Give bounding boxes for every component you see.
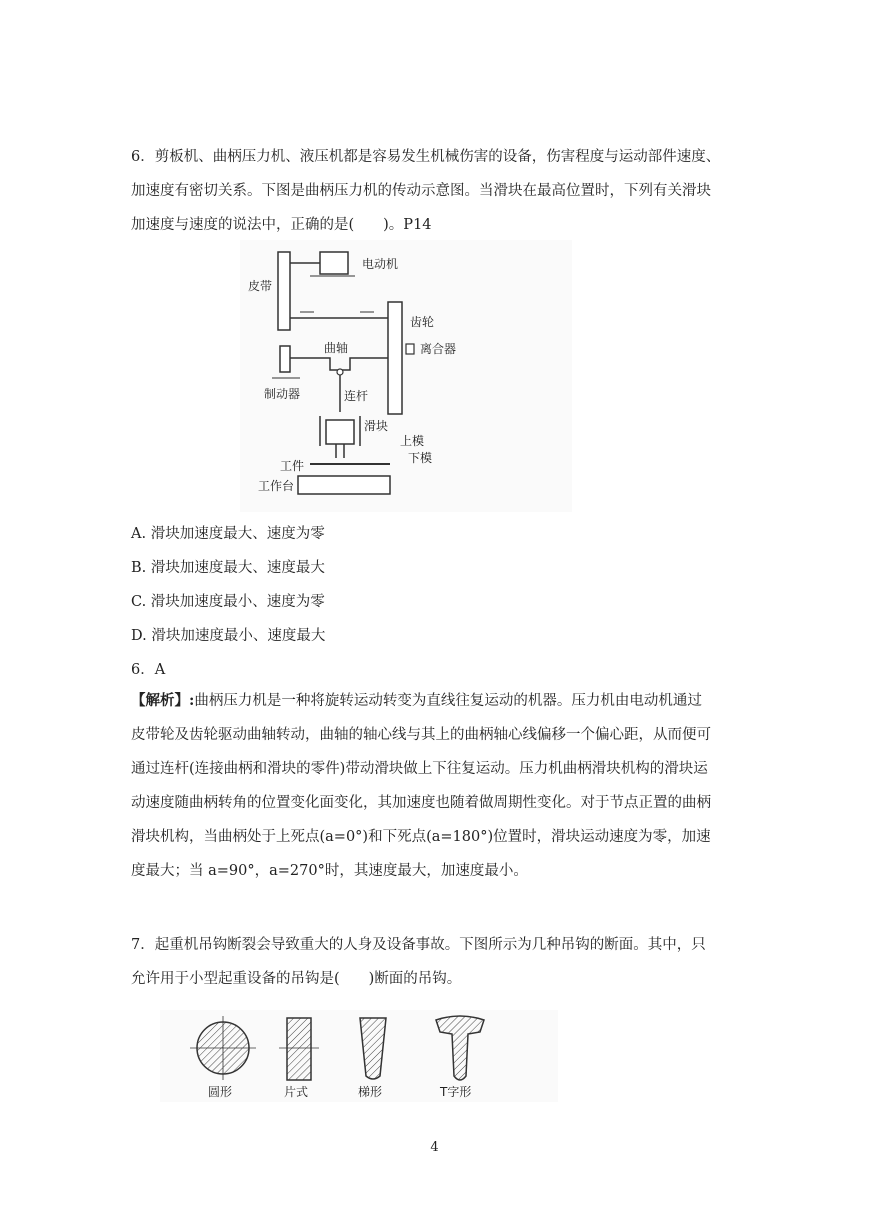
label-motor: 电动机 bbox=[362, 257, 399, 271]
analysis-heading: 【解析】: bbox=[131, 692, 195, 709]
label-clutch: 离合器 bbox=[420, 342, 457, 356]
label-plate: 片式 bbox=[284, 1085, 309, 1099]
label-upper-die: 上模 bbox=[400, 434, 425, 448]
hook-sections-svg bbox=[160, 1010, 558, 1102]
label-gear: 齿轮 bbox=[410, 315, 435, 329]
label-t-shape: T字形 bbox=[440, 1085, 472, 1099]
analysis-line-3: 通过连杆(连接曲柄和滑块的零件)带动滑块做上下往复运动。压力机曲柄滑块机构的滑块运 bbox=[131, 761, 708, 777]
brake-shape bbox=[280, 346, 290, 372]
question-7-stem bbox=[131, 928, 743, 996]
question-6-stem bbox=[131, 140, 743, 242]
option-c: C. 滑块加速度最小、速度为零 bbox=[131, 594, 325, 610]
analysis-6 bbox=[131, 684, 743, 888]
crank-press-svg bbox=[240, 240, 572, 512]
option-b: B. 滑块加速度最大、速度最大 bbox=[131, 560, 325, 576]
belt-shape bbox=[278, 252, 290, 330]
slider-shape bbox=[326, 420, 354, 444]
trapezoid-section bbox=[360, 1018, 386, 1079]
label-workpiece: 工件 bbox=[280, 459, 305, 473]
motor-shape bbox=[320, 252, 348, 274]
t-section bbox=[436, 1016, 484, 1080]
q7-line-2: 允许用于小型起重设备的吊钩是( )断面的吊钩。 bbox=[131, 971, 462, 987]
q7-line-1: 7．起重机吊钩断裂会导致重大的人身及设备事故。下图所示为几种吊钩的断面。其中，只 bbox=[131, 937, 706, 953]
plate-section bbox=[287, 1018, 311, 1080]
label-worktable: 工作台 bbox=[258, 479, 295, 493]
label-round: 圆形 bbox=[208, 1085, 233, 1099]
gear-shape bbox=[388, 302, 402, 414]
hook-sections-diagram bbox=[160, 1010, 558, 1102]
analysis-line-2: 皮带轮及齿轮驱动曲轴转动，曲轴的轴心线与其上的曲柄轴心线偏移一个偏心距，从而便可 bbox=[131, 727, 711, 743]
label-brake: 制动器 bbox=[264, 387, 301, 401]
page-number: 4 bbox=[430, 1140, 439, 1155]
label-lower-die: 下模 bbox=[408, 451, 433, 465]
analysis-line-4: 动速度随曲柄转角的位置变化面变化，其加速度也随着做周期性变化。对于节点正置的曲柄 bbox=[131, 795, 711, 811]
worktable-shape bbox=[298, 476, 390, 494]
crank-pin bbox=[337, 369, 343, 375]
label-trapezoid: 梯形 bbox=[358, 1085, 383, 1099]
answer-6: 6．A bbox=[131, 662, 166, 678]
analysis-line-1: 曲柄压力机是一种将旋转运动转变为直线往复运动的机器。压力机由电动机通过 bbox=[194, 693, 702, 709]
option-a: A. 滑块加速度最大、速度为零 bbox=[131, 526, 325, 542]
q6-line-2: 加速度有密切关系。下图是曲柄压力机的传动示意图。当滑块在最高位置时，下列有关滑块 bbox=[131, 183, 711, 199]
q6-line-3: 加速度与速度的说法中，正确的是( )。P14 bbox=[131, 217, 432, 233]
crank-press-diagram bbox=[240, 240, 572, 512]
crankshaft-shape bbox=[290, 358, 388, 370]
clutch-shape bbox=[406, 344, 414, 354]
analysis-line-6: 度最大；当 a=90°，a=270°时，其速度最大，加速度最小。 bbox=[131, 863, 528, 879]
round-section bbox=[197, 1022, 249, 1074]
label-belt: 皮带 bbox=[248, 279, 273, 293]
label-connecting-rod: 连杆 bbox=[344, 389, 369, 403]
label-crankshaft: 曲轴 bbox=[324, 341, 349, 355]
option-d: D. 滑块加速度最小、速度最大 bbox=[131, 628, 326, 644]
q6-line-1: 6．剪板机、曲柄压力机、液压机都是容易发生机械伤害的设备，伤害程度与运动部件速度、 bbox=[131, 149, 721, 165]
label-slider: 滑块 bbox=[364, 419, 389, 433]
analysis-line-5: 滑块机构，当曲柄处于上死点(a=0°)和下死点(a=180°)位置时，滑块运动速度为零，加速 bbox=[131, 829, 711, 845]
